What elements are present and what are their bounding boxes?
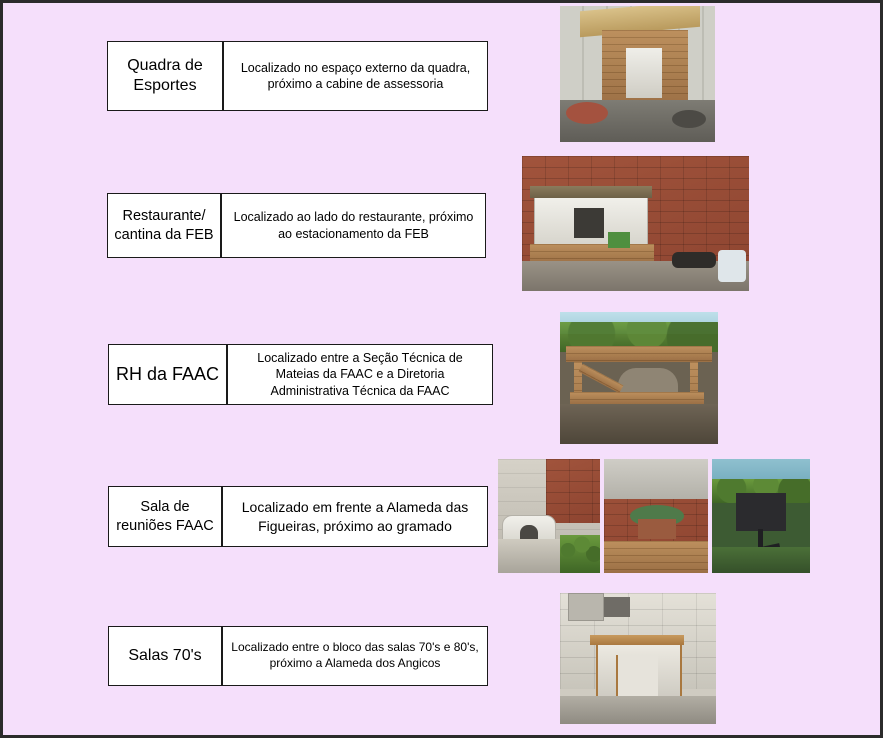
photo-group-4 <box>498 459 810 573</box>
photo <box>560 593 716 724</box>
location-label: Restaurante/ cantina da FEB <box>107 193 221 258</box>
table-row <box>107 193 486 258</box>
photo <box>560 312 718 444</box>
photo <box>498 459 600 573</box>
photo-group-2 <box>522 156 749 291</box>
location-description: Localizado entre a Seção Técnica de Mateias da FAAC e a Diretoria Administrativa Técnica da FAAC <box>227 344 493 405</box>
photo-group-1 <box>560 6 715 142</box>
location-label: RH da FAAC <box>108 344 227 405</box>
photo-group-5 <box>560 593 716 724</box>
photo <box>604 459 708 573</box>
location-description: Localizado entre o bloco das salas 70's e 80's, próximo a Alameda dos Angicos <box>222 626 488 686</box>
photo <box>522 156 749 291</box>
location-label: Quadra de Esportes <box>107 41 223 111</box>
location-label: Salas 70's <box>108 626 222 686</box>
location-description: Localizado ao lado do restaurante, próximo ao estacionamento da FEB <box>221 193 486 258</box>
location-description: Localizado em frente a Alameda das Figueiras, próximo ao gramado <box>222 486 488 547</box>
photo-group-3 <box>560 312 718 444</box>
table-row <box>107 41 488 111</box>
table-row <box>108 344 493 405</box>
photo <box>712 459 810 573</box>
poster-page <box>3 3 880 735</box>
location-label: Sala de reuniões FAAC <box>108 486 222 547</box>
location-description: Localizado no espaço externo da quadra, próximo a cabine de assessoria <box>223 41 488 111</box>
table-row <box>108 626 488 686</box>
table-row <box>108 486 488 547</box>
photo <box>560 6 715 142</box>
